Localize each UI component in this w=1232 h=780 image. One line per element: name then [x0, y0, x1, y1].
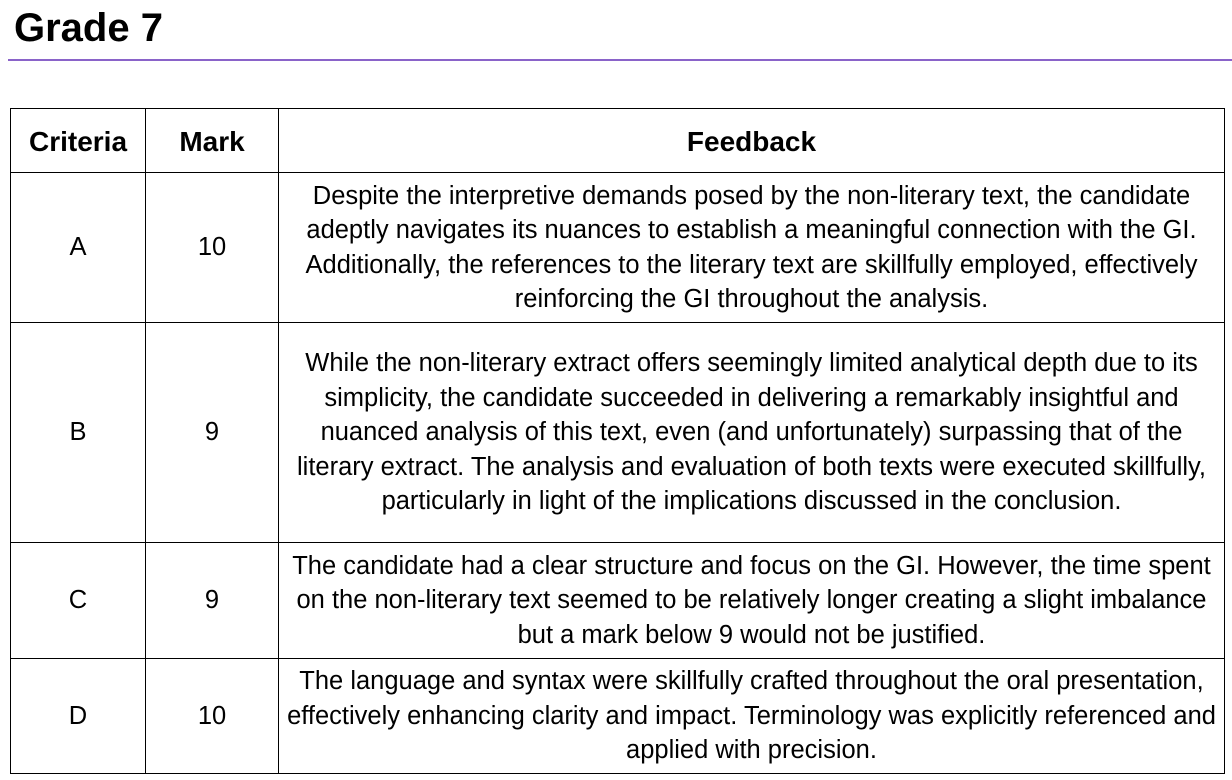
feedback-cell: While the non-literary extract offers seemingly limited analytical depth due to its simplicity, the candidate succeeded in delivering a remarkably insightful and nuanced analysis of this text, even (and unfortunately) surpassing that of the literary extract. The analysis and evaluation of both texts were executed skillfully, particularly in light of the implications discussed in the conclusion. [279, 323, 1225, 543]
mark-header: Mark [146, 109, 279, 173]
criteria-cell: B [11, 323, 146, 543]
feedback-cell: Despite the interpretive demands posed by the non-literary text, the candidate adeptly navigates its nuances to establish a meaningful connection with the GI. Additionally, the references to the literary text are skillfully employed, effectively reinforcing the GI throughout the analysis. [279, 173, 1225, 323]
table-row [11, 323, 1225, 543]
criteria-cell: C [11, 543, 146, 659]
mark-cell: 9 [146, 323, 279, 543]
feedback-cell: The candidate had a clear structure and focus on the GI. However, the time spent on the non-literary text seemed to be relatively longer creating a slight imbalance but a mark below 9 would not be justified. [279, 543, 1225, 659]
title-divider [8, 59, 1232, 61]
criteria-header: Criteria [11, 109, 146, 173]
mark-cell: 10 [146, 173, 279, 323]
feedback-header: Feedback [279, 109, 1225, 173]
table-row [11, 543, 1225, 659]
criteria-cell: A [11, 173, 146, 323]
mark-cell: 9 [146, 543, 279, 659]
table-row [11, 173, 1225, 323]
table-row [11, 659, 1225, 774]
page-title: Grade 7 [14, 6, 163, 50]
mark-cell: 10 [146, 659, 279, 774]
criteria-cell: D [11, 659, 146, 774]
table-header-row [11, 109, 1225, 173]
grading-table [10, 108, 1225, 774]
feedback-cell: The language and syntax were skillfully crafted throughout the oral presentation, effectively enhancing clarity and impact. Terminology was explicitly referenced and applied with precision. [279, 659, 1225, 774]
